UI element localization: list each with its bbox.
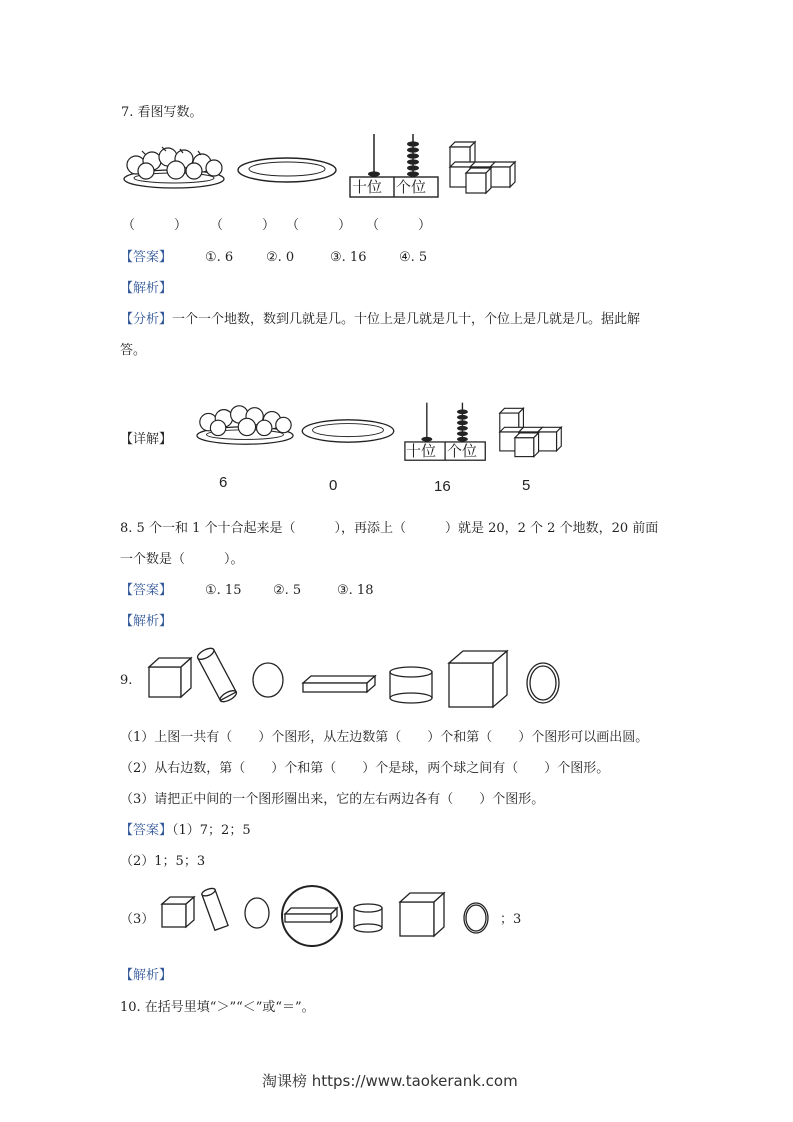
- q9-answer-1: （1）7；2；5: [172, 823, 251, 838]
- q9-sub-2: （2）从右边数，第（ ）个和第（ ）个是球，两个球之间有（ ）个图形。: [120, 761, 610, 776]
- q7-blank-3: （ ）: [286, 218, 352, 233]
- q8-line-2: 一个数是（ ）。: [120, 552, 244, 567]
- q8-answer-2: ②. 5: [273, 583, 302, 598]
- q7-answer-label: 【答案】: [120, 250, 173, 265]
- q7-blank-1: （ ）: [122, 218, 188, 233]
- peaches-plate-image: [122, 143, 226, 193]
- empty-plate-image: [236, 155, 338, 185]
- q7-title: 7. 看图写数。: [121, 105, 203, 120]
- q9-answer-shapes-image: [158, 884, 498, 948]
- detail-value-1: 6: [219, 474, 228, 491]
- q9-sub-1: （1）上图一共有（ ）个图形，从左边数第（ ）个和第（ ）个图形可以画出圆。: [120, 730, 649, 745]
- detail-cubes-image: [496, 404, 566, 460]
- detail-abacus-tens-label: 十位: [406, 442, 437, 460]
- q9-analysis-label: 【解析】: [120, 968, 173, 983]
- q7-detail-label: 【详解】: [120, 432, 173, 447]
- q7-analysis-label: 【解析】: [120, 281, 173, 296]
- cubes-image: [446, 139, 520, 195]
- q8-analysis-label: 【解析】: [120, 614, 173, 629]
- q7-answer-4: ④. 5: [399, 250, 428, 265]
- detail-value-3: 16: [434, 478, 451, 495]
- detail-empty-plate-image: [300, 417, 396, 445]
- q7-answer-1: ①. 6: [205, 250, 234, 265]
- q10-title: 10. 在括号里填“＞”“＜”或“＝”。: [120, 1000, 315, 1015]
- q7-fenxi-label: 【分析】: [120, 312, 173, 327]
- abacus-ones-label: 个位: [396, 178, 427, 196]
- q8-answer-3: ③. 18: [337, 583, 374, 598]
- q8-line-1: 8. 5 个一和 1 个十合起来是（ ），再添上（ ）就是 20，2 个 2 个地数，20 前面: [120, 521, 659, 536]
- q7-fenxi-text-2: 答。: [120, 343, 147, 358]
- q7-blank-2: （ ）: [210, 218, 276, 233]
- q9-answer-2: （2）1；5；3: [120, 854, 206, 869]
- detail-peaches-plate-image: [195, 400, 295, 450]
- q9-answer-label: 【答案】: [120, 823, 173, 838]
- q9-shapes-image: [145, 645, 565, 709]
- abacus-tens-label: 十位: [352, 178, 383, 196]
- q7-blank-4: （ ）: [366, 218, 432, 233]
- q7-answer-3: ③. 16: [330, 250, 367, 265]
- detail-value-4: 5: [522, 477, 531, 494]
- q7-answer-2: ②. 0: [266, 250, 295, 265]
- detail-abacus-ones-label: 个位: [447, 442, 478, 460]
- q9-answer-3-prefix: （3）: [120, 912, 155, 927]
- detail-value-2: 0: [329, 477, 338, 494]
- footer-watermark: 淘课榜 https://www.taokerank.com: [262, 1072, 518, 1090]
- q9-answer-3-suffix: ；3: [500, 912, 522, 927]
- q9-sub-3: （3）请把正中间的一个图形圈出来，它的左右两边各有（ ）个图形。: [120, 792, 545, 807]
- q8-answer-1: ①. 15: [205, 583, 242, 598]
- q8-answer-label: 【答案】: [120, 583, 173, 598]
- q9-number: 9.: [120, 673, 133, 688]
- q7-fenxi-text-1: 一个一个地数，数到几就是几。十位上是几就是几十，个位上是几就是几。据此解: [172, 312, 641, 327]
